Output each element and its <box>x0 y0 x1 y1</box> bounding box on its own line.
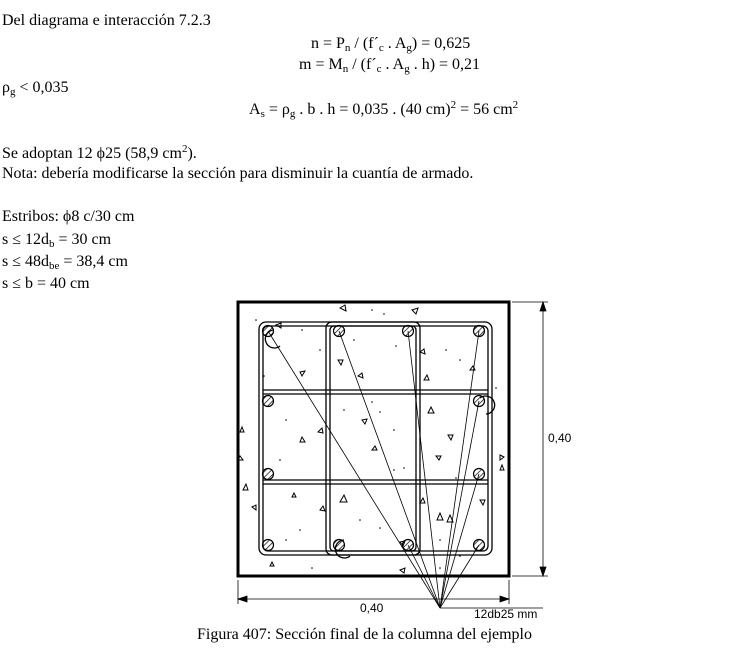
eq-m-mid: / (f´ <box>348 56 377 73</box>
eq-n-rhs: ) = 0,625 <box>411 35 471 52</box>
as-sup-a: 2 <box>450 99 457 111</box>
dimension-vertical-label: 0,40 <box>548 431 572 445</box>
vertical-dimension <box>512 302 548 576</box>
eq-n-mid: / (f´ <box>350 35 379 52</box>
s1-sub: b <box>49 238 55 250</box>
bars-label: 12db25 mm <box>474 607 538 621</box>
figure-caption: Figura 407: Sección final de la columna del ejemplo <box>196 626 532 643</box>
rho-symbol: ρ <box>2 79 10 96</box>
bar-10 <box>334 540 345 551</box>
as-tail: = 56 cm <box>456 101 513 118</box>
eq-n-sub-n: n <box>344 42 351 54</box>
eq-m-dot: . A <box>381 56 405 73</box>
section-outline <box>238 302 509 576</box>
adopt-sup: 2 <box>181 143 188 155</box>
as-sup-b: 2 <box>512 99 519 111</box>
eq-n-lhs: n = P <box>311 35 345 52</box>
eq-n-sub-c: c <box>378 42 384 54</box>
note-text: Nota: debería modificarse la sección para disminuir la cuantía de armado. <box>2 165 474 182</box>
as-eq: = ρ <box>264 101 290 118</box>
eq-m-sub-c: c <box>376 63 382 75</box>
s2-rhs: = 38,4 cm <box>59 253 128 270</box>
dimension-horizontal-label: 0,40 <box>360 601 384 615</box>
as-sub-g: g <box>289 108 296 120</box>
eq-m-sub-n: n <box>342 63 349 75</box>
eq-m-sub-g: g <box>404 63 410 75</box>
as-rest: . b . h = 0,035 . (40 cm) <box>295 101 451 118</box>
adopt-main: Se adoptan 12 ϕ25 (58,9 cm <box>2 145 182 162</box>
eq-n-sub-g: g <box>406 42 412 54</box>
rho-rhs: < 0,035 <box>15 79 69 96</box>
spacing-rule-3: s ≤ b = 40 cm <box>2 275 90 292</box>
eq-n-dot: . A <box>383 35 407 52</box>
eq-m-rhs: . h) = 0,21 <box>409 56 481 73</box>
s2-lhs: s ≤ 48d <box>2 253 50 270</box>
bar-9 <box>263 540 274 551</box>
as-sub-s: s <box>260 108 265 120</box>
intro-text: Del diagrama e interacción 7.2.3 <box>2 12 211 29</box>
bar-5 <box>263 396 274 407</box>
rho-sub-g: g <box>9 86 16 98</box>
s1-rhs: = 30 cm <box>54 231 112 248</box>
adopt-tail: ). <box>187 145 197 162</box>
bar-7 <box>263 469 274 480</box>
as-lhs: A <box>249 101 261 118</box>
s1-lhs: s ≤ 12d <box>2 231 50 248</box>
stirrups-text: Estribos: ϕ8 c/30 cm <box>2 208 135 225</box>
eq-m-lhs: m = M <box>299 56 343 73</box>
s2-sub: be <box>49 260 60 272</box>
